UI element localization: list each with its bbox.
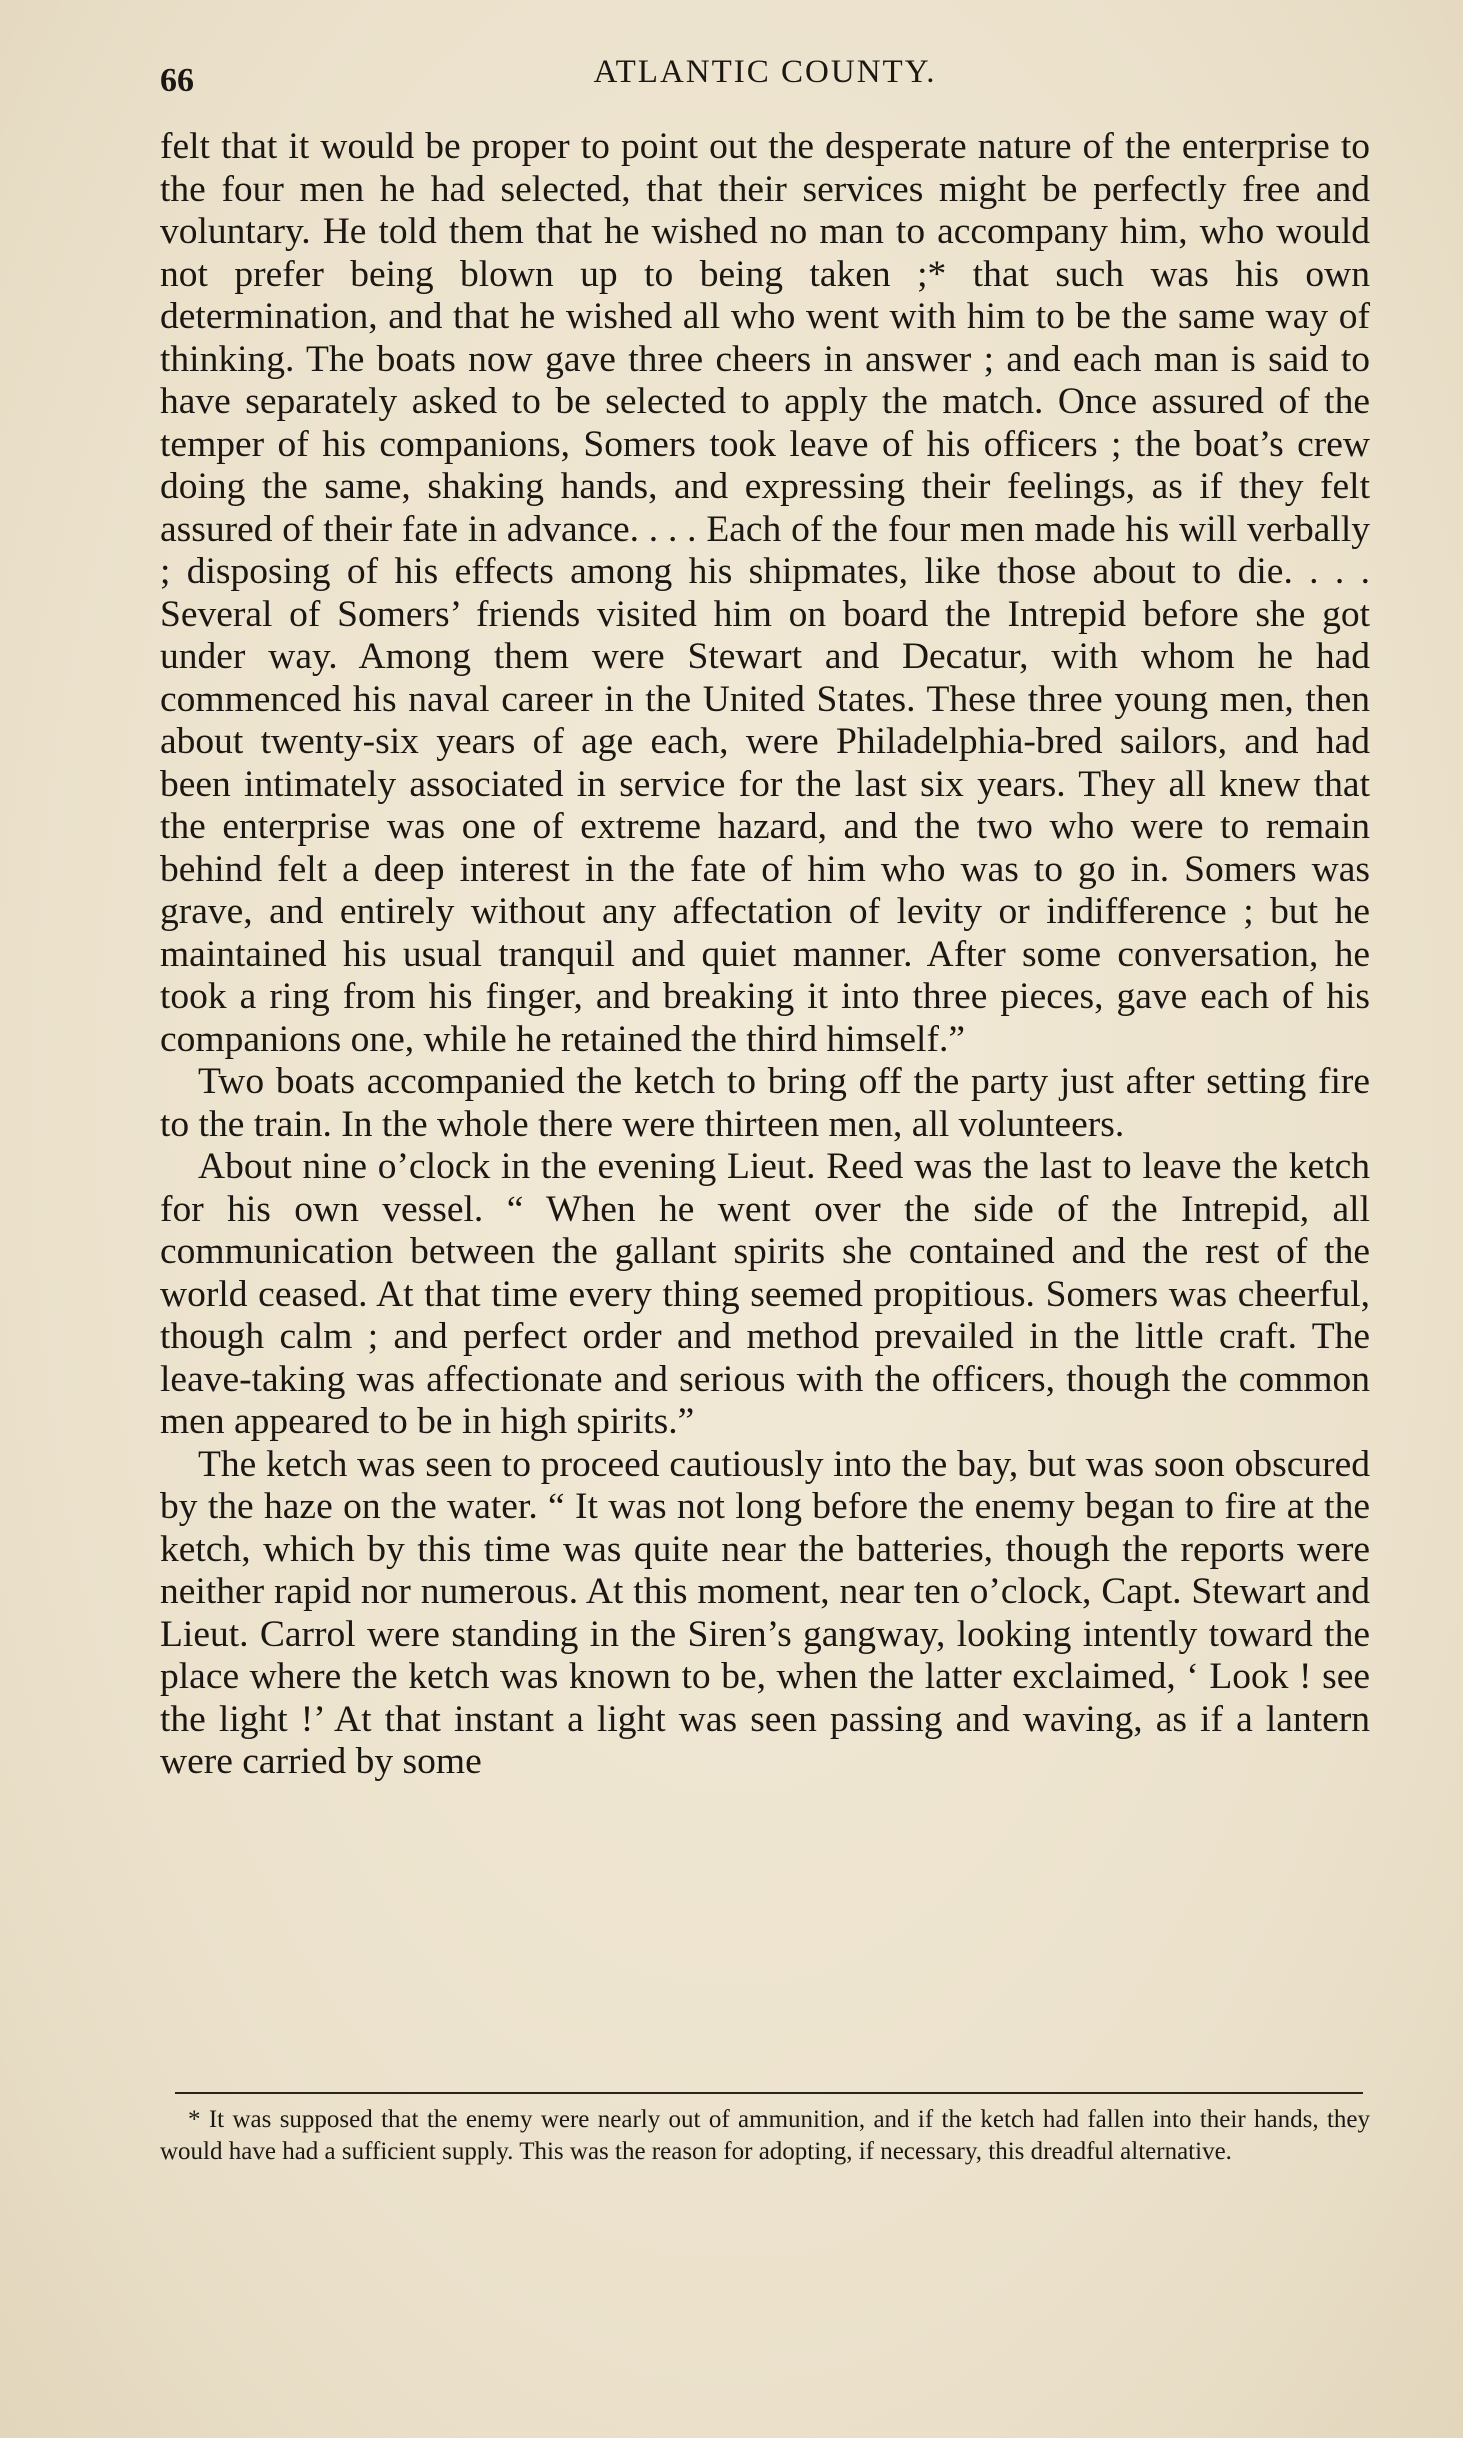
- body-text: [160, 126, 1370, 1784]
- footnote-divider: [175, 2092, 1363, 2094]
- paragraph: Two boats accompanied the ketch to bring off the party just after setting fire to the train. In the whole there were thirteen men, all volunteers.: [160, 1061, 1370, 1145]
- paragraph: felt that it would be proper to point out the desperate nature of the enterprise to the four men he had selected, that their services might be perfectly free and voluntary. He told them that he wished no man to accompany him, who would not prefer being blown up to being taken ;* that such was his own determination, and that he wished all who went with him to be the same way of thinking. The boats now gave three cheers in answer ; and each man is said to have separately asked to be selected to apply the match. Once assured of the temper of his companions, Somers took leave of his officers ; the boat’s crew doing the same, shaking hands, and expressing their feelings, as if they felt assured of their fate in advance. . . . Each of the four men made his will verbally ; disposing of his effects among his shipmates, like those about to die. . . . Several of Somers’ friends visited him on board the Intrepid before she got under way. Among them were Stewart and Decatur, with whom he had commenced his naval career in the United States. These three young men, then about twenty-six years of age each, were Philadelphia-bred sailors, and had been intimately associated in service for the last six years. They all knew that the enterprise was one of extreme hazard, and the two who were to remain behind felt a deep interest in the fate of him who was to go in. Somers was grave, and entirely without any affectation of levity or indifference ; but he maintained his usual tranquil and quiet manner. After some conversation, he took a ring from his finger, and breaking it into three pieces, gave each of his companions one, while he retained the third himself.”: [160, 126, 1370, 1060]
- page-header: [160, 48, 1370, 108]
- footnote: * It was supposed that the enemy were nearly out of ammunition, and if the ketch had fallen into their hands, they would have had a sufficient supply. This was the reason for adopting, if necessary, this dreadful alternative.: [160, 2106, 1370, 2165]
- paragraph: About nine o’clock in the evening Lieut. Reed was the last to leave the ketch for his own vessel. “ When he went over the side of the Intrepid, all communication between the gallant spirits she contained and the rest of the world ceased. At that time every thing seemed propitious. Somers was cheerful, though calm ; and perfect order and method prevailed in the little craft. The leave-taking was affectionate and serious with the officers, though the common men appeared to be in high spirits.”: [160, 1146, 1370, 1442]
- paragraph: The ketch was seen to proceed cautiously into the bay, but was soon obscured by the haze on the water. “ It was not long before the enemy began to fire at the ketch, which by this time was quite near the batteries, though the reports were neither rapid nor numerous. At this moment, near ten o’clock, Capt. Stewart and Lieut. Carrol were standing in the Siren’s gangway, looking intently toward the place where the ketch was known to be, when the latter exclaimed, ‘ Look ! see the light !’ At that instant a light was seen passing and waving, as if a lantern were carried by some: [160, 1443, 1370, 1782]
- running-title: ATLANTIC COUNTY.: [593, 54, 937, 90]
- page-number: 66: [160, 62, 194, 99]
